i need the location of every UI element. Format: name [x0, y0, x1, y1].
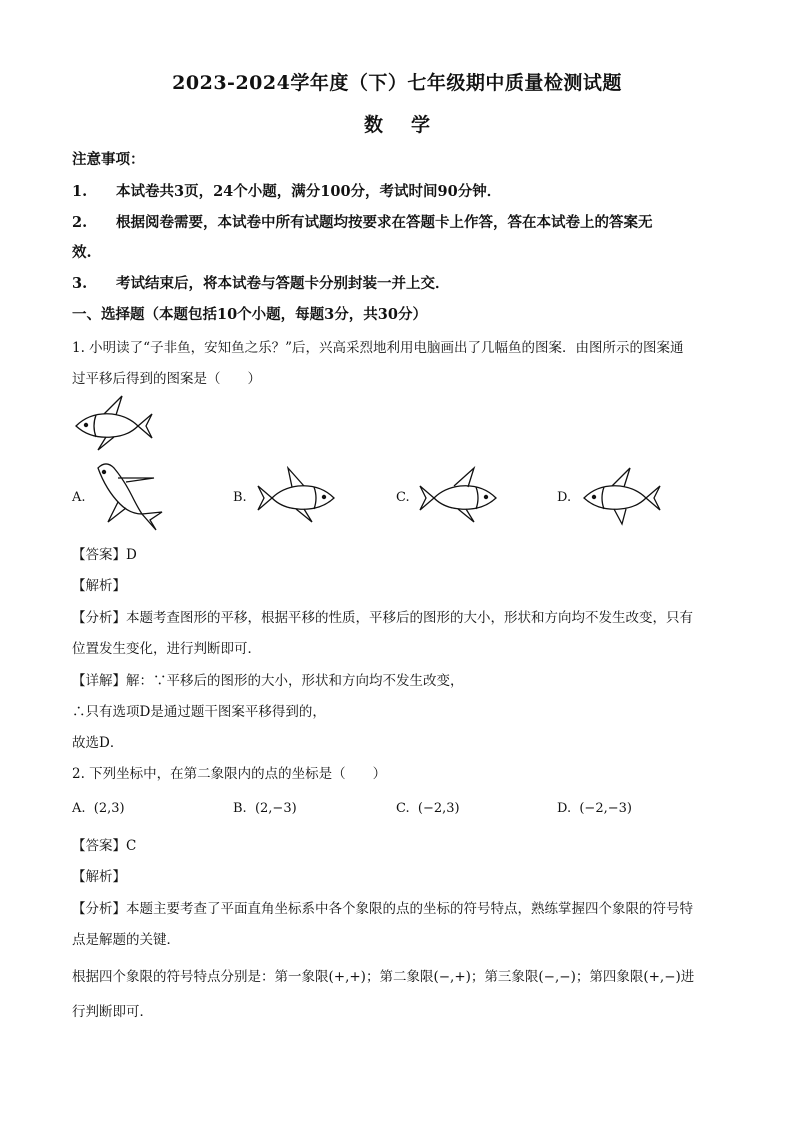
q1-fenxi-line-2: 位置发生变化，进行判断即可． [72, 641, 261, 657]
q2-option-label: D. [557, 801, 572, 816]
q1-analysis-tag: 【解析】 [72, 578, 126, 594]
q1-option-a-label: A. [72, 490, 86, 505]
q2-option-label: B. [233, 801, 247, 816]
q2-option-value: (2,3) [93, 801, 125, 816]
notice-item-1 [72, 182, 501, 202]
q2-analysis-tag: 【解析】 [72, 869, 126, 885]
q2-stem: 2. 下列坐标中，在第二象限内的点的坐标是（ ） [72, 766, 387, 782]
q2-option-a [72, 799, 125, 819]
subject-title: 数学 [363, 114, 458, 136]
notice-item-text: 本试卷共3页，24个小题，满分100分，考试时间90分钟． [116, 183, 502, 200]
notice-item-number: 3. [72, 275, 88, 292]
fish-figure-option-d [578, 466, 664, 528]
notice-item-text: 根据阅卷需要，本试卷中所有试题均按要求在答题卡上作答，答在本试卷上的答案无 [116, 214, 653, 231]
q1-detail-line-1: 【详解】解：∵平移后的图形的大小，形状和方向均不发生改变， [72, 673, 464, 689]
q2-option-label: C. [396, 801, 410, 816]
q2-rule-line-1: 根据四个象限的符号特点分别是：第一象限(+,+)；第二象限(−,+)；第三象限(−,−)；第四象限(+,−)进 [72, 969, 695, 985]
notice-heading: 注意事项： [72, 151, 145, 168]
q1-option-d-label: D. [557, 490, 572, 505]
section-heading: 一、选择题（本题包括10个小题，每题3分，共30分） [72, 306, 427, 323]
q2-option-value: (2,−3) [254, 801, 297, 816]
q2-option-b [233, 799, 297, 819]
notice-item-number: 2. [72, 214, 88, 231]
q1-option-b-label: B. [233, 490, 247, 505]
q2-option-value: (−2,−3) [579, 801, 632, 816]
q1-answer: 【答案】D [72, 547, 137, 563]
q1-stem-line-2: 过平移后得到的图案是（ ） [72, 371, 261, 387]
q1-detail-line-2: ∴只有选项D是通过题干图案平移得到的， [72, 704, 326, 720]
fish-figure-option-a [88, 458, 168, 532]
notice-item-number: 1. [72, 183, 88, 200]
fish-figure-option-c [416, 466, 502, 528]
q2-option-c [396, 799, 460, 819]
q2-option-d [557, 799, 632, 819]
notice-item-text: 考试结束后，将本试卷与答题卡分别封装一并上交． [116, 275, 450, 292]
q2-option-value: (−2,3) [417, 801, 460, 816]
q2-fenxi-line-2: 点是解题的关键． [72, 932, 180, 948]
notice-item-3 [72, 274, 450, 294]
q1-fenxi-line-1: 【分析】本题考查图形的平移，根据平移的性质，平移后的图形的大小，形状和方向均不发生改变，只有 [72, 610, 693, 626]
q2-answer: 【答案】C [72, 838, 137, 854]
notice-item-2-continued: 效. [72, 244, 92, 261]
q2-rule-line-2: 行判断即可． [72, 1004, 153, 1020]
fish-figure-option-b [254, 466, 340, 528]
q2-fenxi-line-1: 【分析】本题主要考查了平面直角坐标系中各个象限的点的坐标的符号特点，熟练掌握四个象限的符号特 [72, 901, 693, 917]
q1-detail-line-3: 故选D． [72, 735, 124, 751]
fish-figure-question [70, 394, 156, 456]
q2-option-label: A. [72, 801, 86, 816]
notice-item-2 [72, 213, 653, 233]
exam-title: 2023-2024学年度（下）七年级期中质量检测试题 [172, 72, 622, 94]
q1-option-c-label: C. [396, 490, 410, 505]
q1-stem-line-1: 1. 小明读了“子非鱼，安知鱼之乐？”后，兴高采烈地利用电脑画出了几幅鱼的图案．由图所示的图案通 [72, 340, 684, 356]
